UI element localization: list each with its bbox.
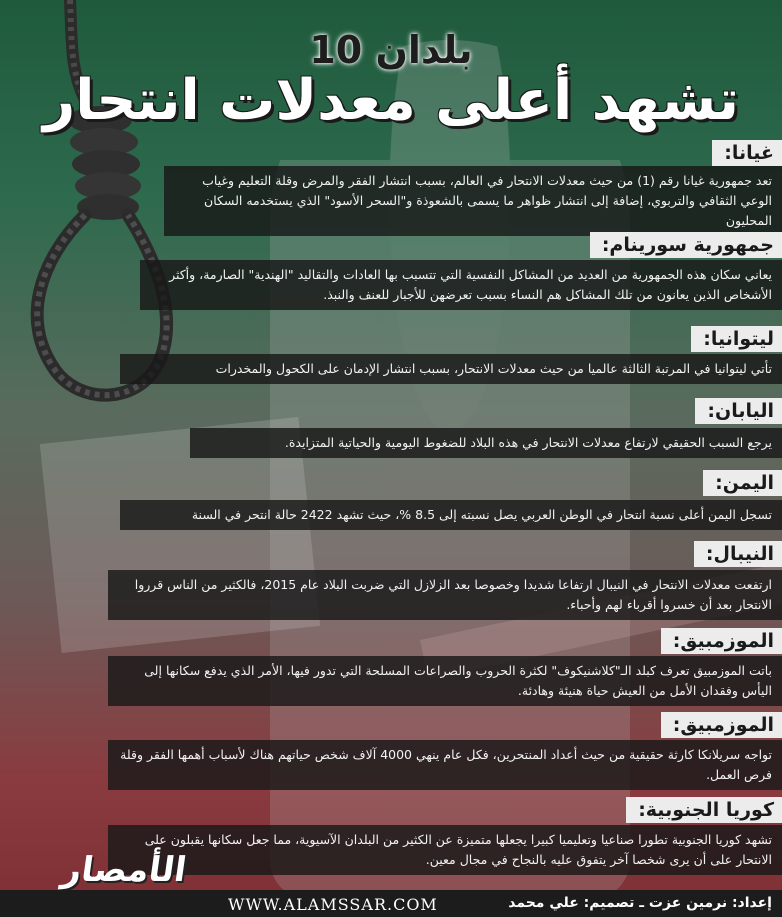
entry-text-srilanka: تواجه سريلانكا كارثة حقيقية من حيث أعداد المنتحرين، فكل عام ينهي 4000 آلاف شخص حياتهم هناك لأسباب أهمها الفقر وقلة فرص العمل.	[108, 740, 782, 790]
entry-heading-nepal: النيبال:	[694, 541, 782, 567]
entry-text-guyana: تعد جمهورية غيانا رقم (1) من حيث معدلات الانتحار في العالم، بسبب انتشار الفقر والمرض وقلة التعليم وغياب الوعي الثقافي والتربوي، إضافة إلى انتشار ظواهر ما يسمى بالشعوذة و"السحر الأسود" الذي يستخدمه السكان المحليون	[164, 166, 782, 236]
entry-text-nepal: ارتفعت معدلات الانتحار في النيبال ارتفاعا شديدا وخصوصا بعد الزلازل التي ضربت البلاد عام 2015، فالكثير من الناس قرروا الانتحار بعد أن خسروا أقرباء لهم وأحباء.	[108, 570, 782, 620]
entry-heading-mozambique: الموزمبيق:	[661, 628, 782, 654]
entry-heading-yemen: اليمن:	[703, 470, 782, 496]
title-line-2: تشهد أعلى معدلات انتحار	[42, 68, 740, 133]
entry-heading-south-korea: كوريا الجنوبية:	[626, 797, 782, 823]
entry-heading-suriname: جمهورية سورينام:	[590, 232, 782, 258]
entry-heading-japan: اليابان:	[695, 398, 782, 424]
website-url[interactable]: WWW.ALAMSSAR.COM	[228, 895, 438, 914]
brand-logo: الأمصار	[59, 850, 189, 890]
entry-heading-srilanka: الموزمبيق:	[661, 712, 782, 738]
credits-text: إعداد: نرمين عزت ـ تصميم: علي محمد	[508, 895, 772, 911]
entry-text-japan: يرجع السبب الحقيقي لارتفاع معدلات الانتحار في هذه البلاد للضغوط اليومية والحياتية المتزايدة.	[190, 428, 782, 458]
entry-text-yemen: تسجل اليمن أعلى نسبة انتحار في الوطن العربي يصل نسبته إلى 8.5 %، حيث تشهد 2422 حالة انتحر في السنة	[120, 500, 782, 530]
entry-text-south-korea: تشهد كوريا الجنوبية تطورا صناعيا وتعليميا كبيرا يجعلها متميزة عن الكثير من البلدان الآسيوية، مما جعل سكانها يقبلون على الانتحار على أن يرى شخصا آخر يتفوق عليه بالنجاح في مجال معين.	[108, 825, 782, 875]
entry-text-mozambique: باتت الموزمبيق تعرف كبلد الـ"كلاشنيكوف" لكثرة الحروب والصراعات المسلحة التي تدور فيها، الأمر الذي يدفع سكانها إلى اليأس وفقدان الأمل من العيش حياة هنيئة وهادئة.	[108, 656, 782, 706]
entry-text-lithuania: تأتي ليتوانيا في المرتبة الثالثة عالميا من حيث معدلات الانتحار، بسبب انتشار الإدمان على الكحول والمخدرات	[120, 354, 782, 384]
title-line-1: 10 بلدان	[309, 28, 473, 72]
entry-heading-lithuania: ليتوانيا:	[691, 326, 782, 352]
entry-text-suriname: يعاني سكان هذه الجمهورية من العديد من المشاكل النفسية التي تتسبب بها العادات والتقاليد "الهندية" الصارمة، وأكثر الأشخاص الذين يعانون من تلك المشاكل هم النساء بسبب تعرضهن للأجبار للعنف والنبذ.	[140, 260, 782, 310]
entry-heading-guyana: غيانا:	[712, 140, 782, 166]
